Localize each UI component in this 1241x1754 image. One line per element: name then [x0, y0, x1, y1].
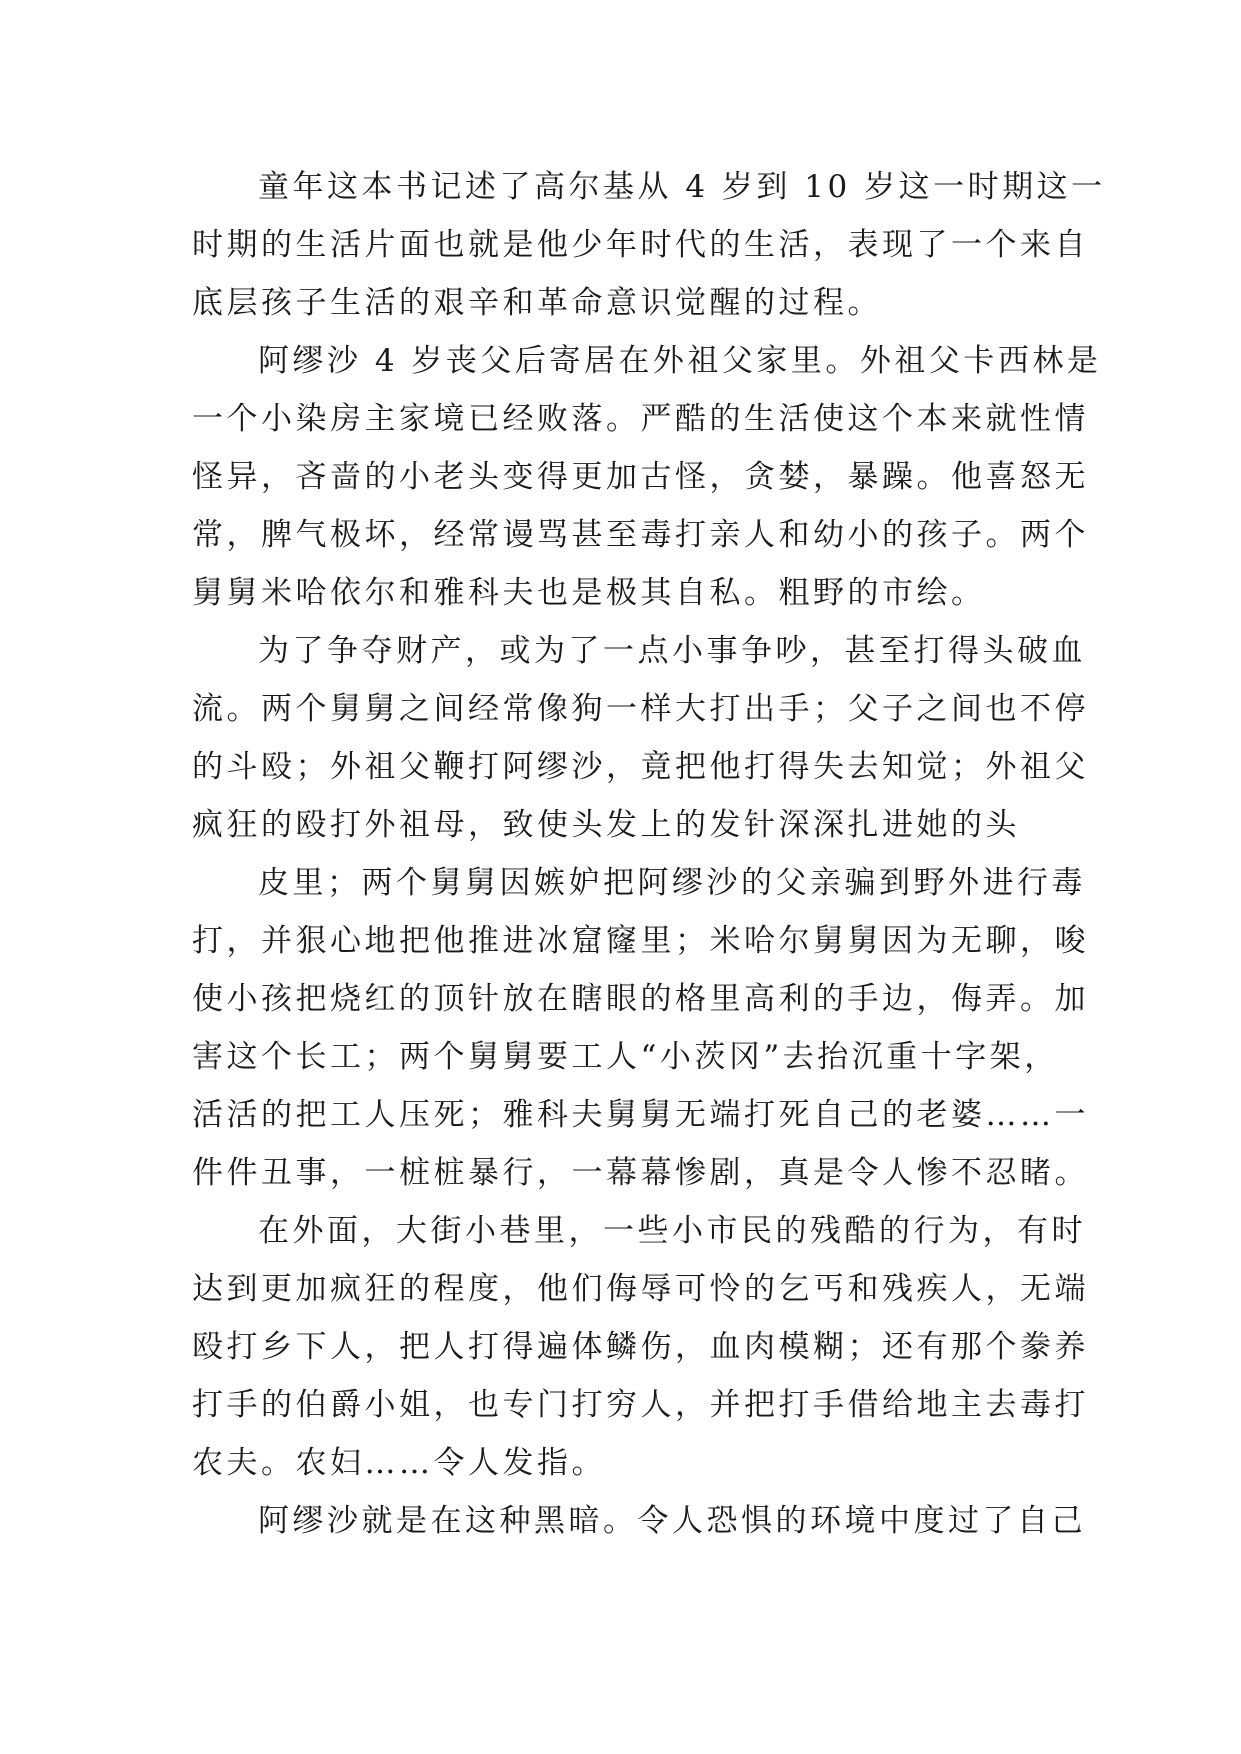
paragraph-line: 害这个长工；两个舅舅要工人“小茨冈”去抬沉重十字架， [192, 1039, 1059, 1075]
paragraph-line: 皮里；两个舅舅因嫉妒把阿缪沙的父亲骗到野外进行毒 [258, 865, 1086, 901]
paragraph-line: 为了争夺财产，或为了一点小事争吵，甚至打得头破血 [258, 633, 1086, 669]
paragraph-line: 件件丑事，一桩桩暴行，一幕幕惨剧，真是令人惨不忍睹。 [192, 1155, 1089, 1191]
paragraph-line: 打，并狠心地把他推进冰窟窿里；米哈尔舅舅因为无聊，唆 [192, 923, 1089, 959]
paragraph-line: 使小孩把烧红的顶针放在瞎眼的格里高利的手边，侮弄。加 [192, 981, 1089, 1017]
paragraph-line: 在外面，大街小巷里，一些小市民的残酷的行为，有时 [258, 1213, 1086, 1249]
paragraph-line: 殴打乡下人，把人打得遍体鳞伤，血肉模糊；还有那个豢养 [192, 1329, 1089, 1365]
paragraph-line: 童年这本书记述了高尔基从 4 岁到 10 岁这一时期这一 [258, 169, 1106, 205]
paragraph-line: 流。两个舅舅之间经常像狗一样大打出手；父子之间也不停 [192, 691, 1089, 727]
paragraph-line: 舅舅米哈依尔和雅科夫也是极其自私。粗野的市绘。 [192, 575, 986, 611]
paragraph-line: 怪异，吝啬的小老头变得更加古怪，贪婪，暴躁。他喜怒无 [192, 459, 1089, 495]
paragraph-line: 常，脾气极坏，经常谩骂甚至毒打亲人和幼小的孩子。两个 [192, 517, 1089, 553]
paragraph-line: 打手的伯爵小姐，也专门打穷人，并把打手借给地主去毒打 [192, 1387, 1089, 1423]
paragraph-line: 阿缪沙 4 岁丧父后寄居在外祖父家里。外祖父卡西林是 [258, 343, 1102, 379]
paragraph-line: 底层孩子生活的艰辛和革命意识觉醒的过程。 [192, 285, 882, 321]
paragraph-line: 达到更加疯狂的程度，他们侮辱可怜的乞丐和残疾人，无端 [192, 1271, 1089, 1307]
paragraph-line: 时期的生活片面也就是他少年时代的生活，表现了一个来自 [192, 227, 1089, 263]
body-text [192, 158, 1106, 1550]
paragraph-line: 阿缪沙就是在这种黑暗。令人恐惧的环境中度过了自己 [258, 1503, 1086, 1539]
paragraph-line: 农夫。农妇……令人发指。 [192, 1445, 606, 1481]
paragraph-line: 疯狂的殴打外祖母，致使头发上的发针深深扎进她的头 [192, 807, 1020, 843]
paragraph-line: 一个小染房主家境已经败落。严酷的生活使这个本来就性情 [192, 401, 1089, 437]
paragraph-line: 的斗殴；外祖父鞭打阿缪沙，竟把他打得失去知觉；外祖父 [192, 749, 1089, 785]
paragraph-line: 活活的把工人压死；雅科夫舅舅无端打死自己的老婆……一 [192, 1097, 1089, 1133]
